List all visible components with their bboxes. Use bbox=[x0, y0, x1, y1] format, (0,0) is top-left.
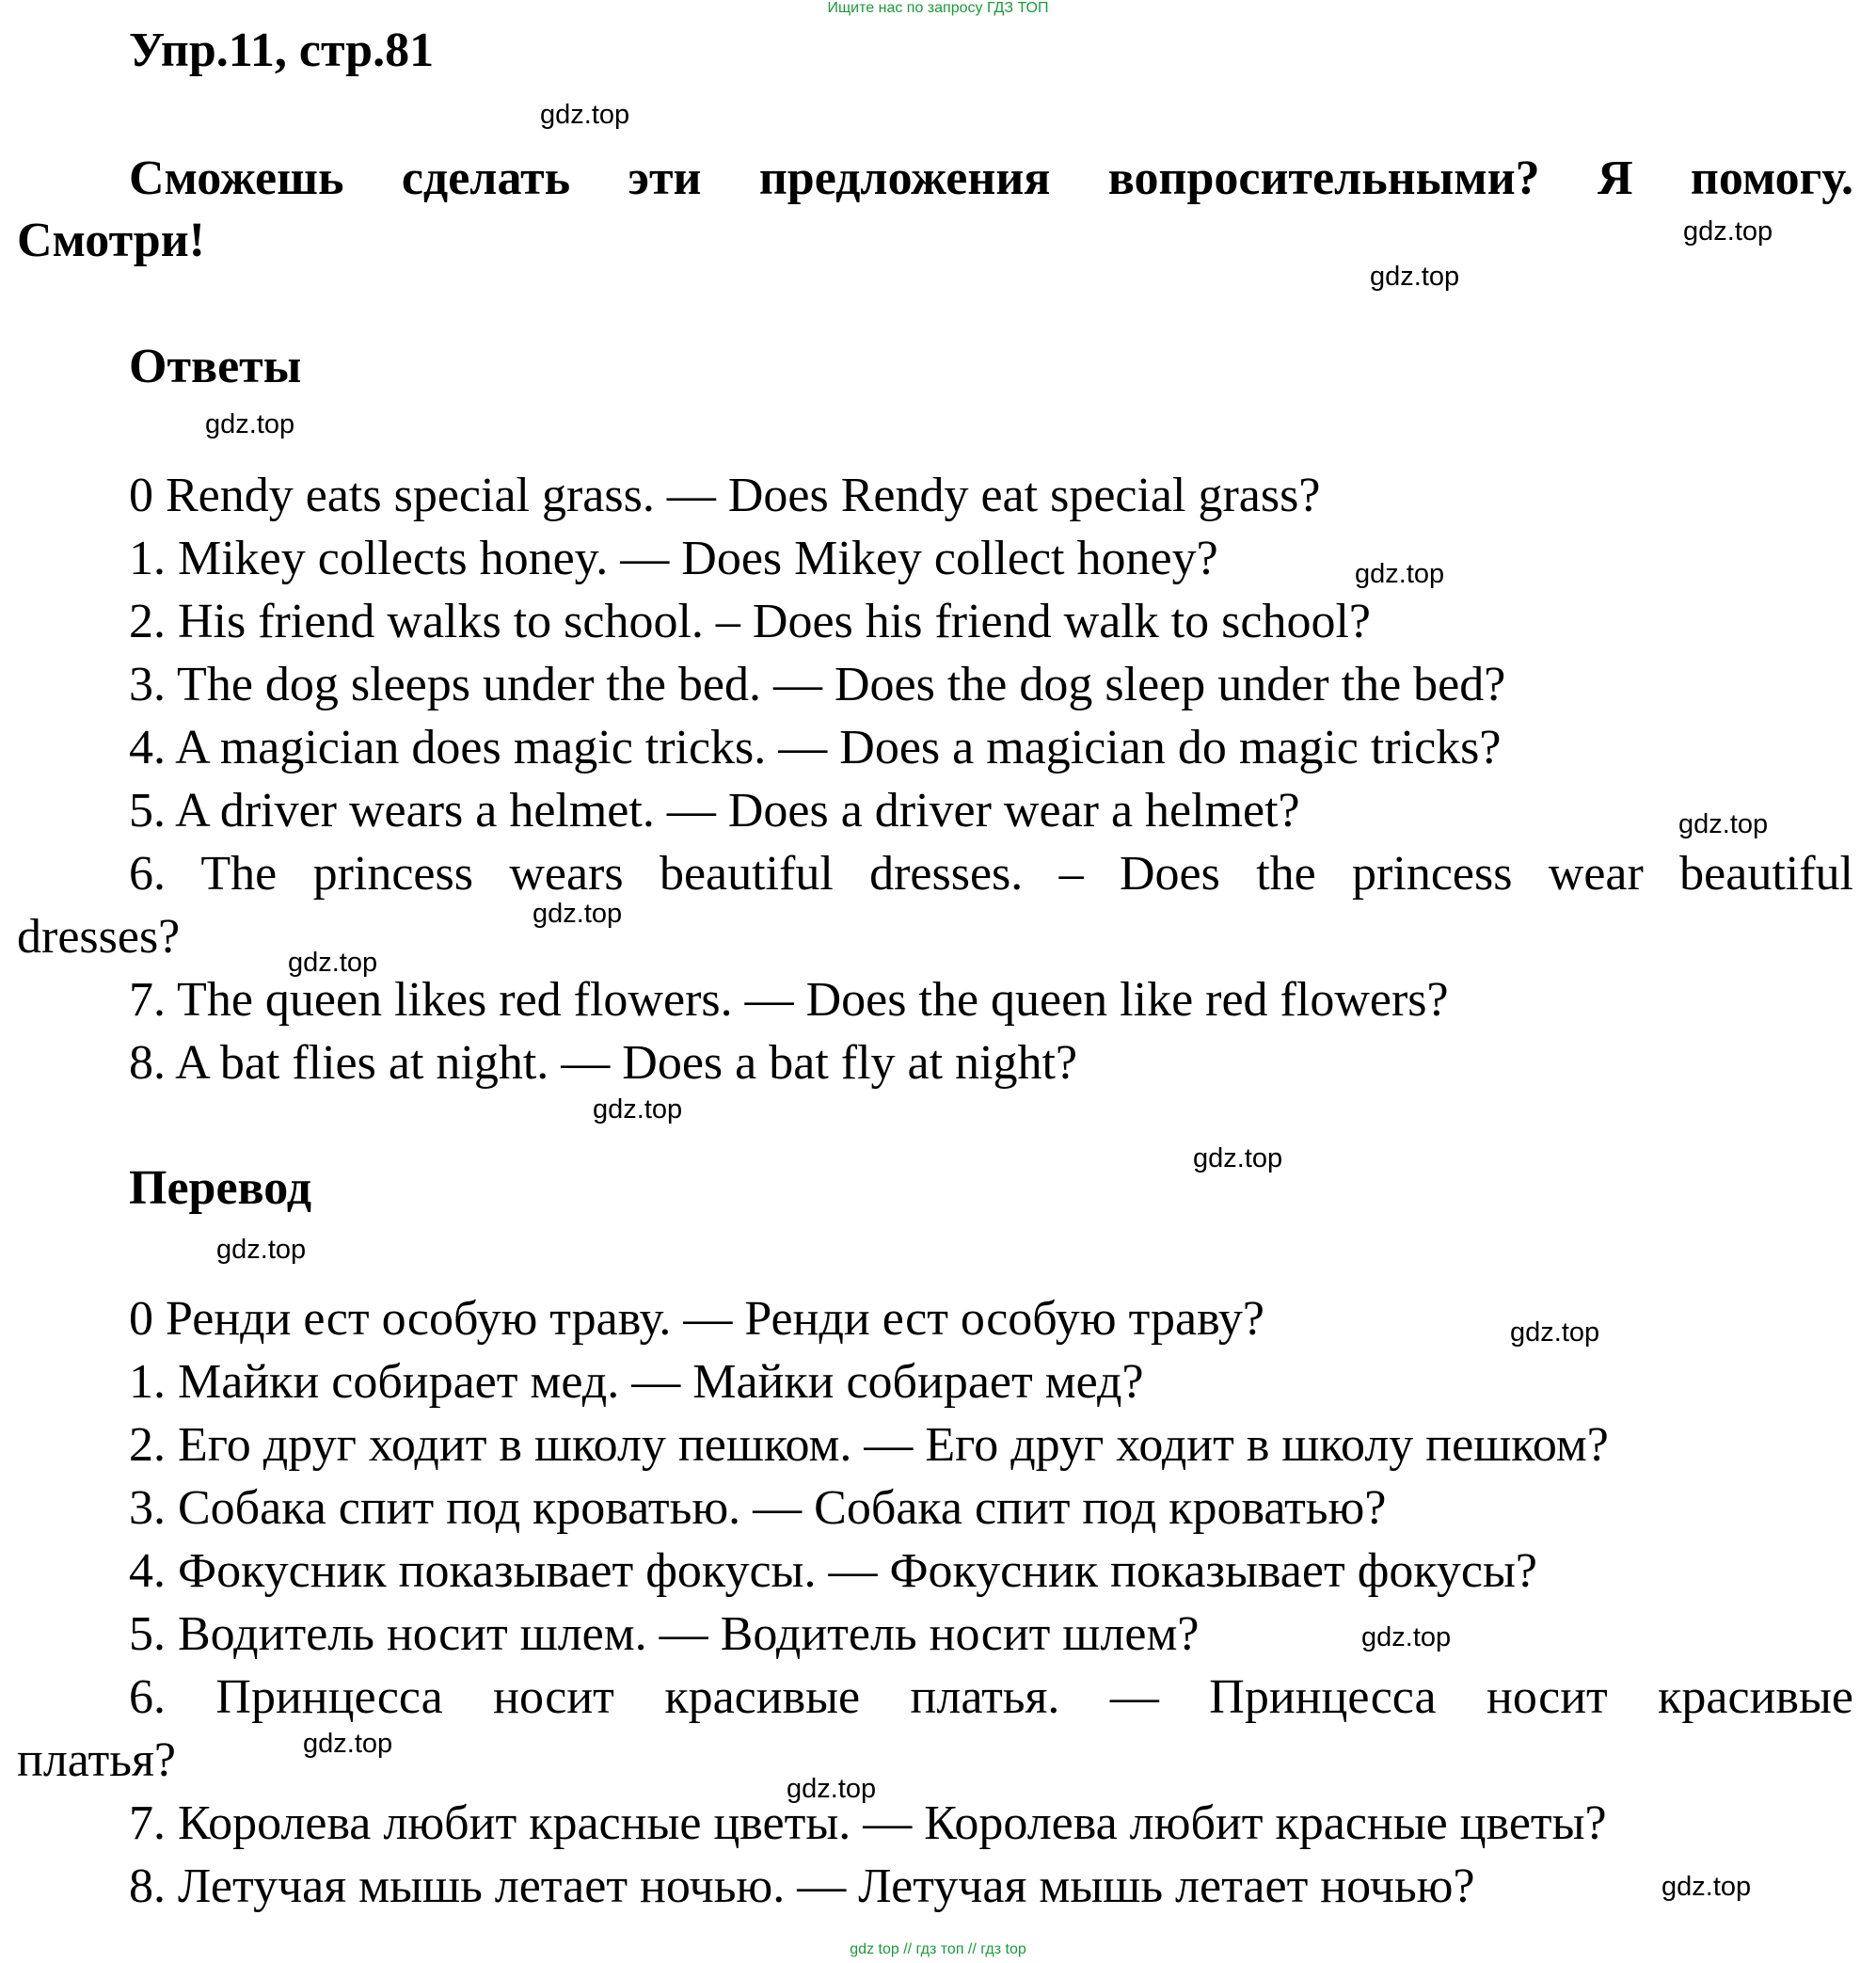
answer-line: 4. A magician does magic tricks. — Does a magician do magic tricks? bbox=[129, 721, 1502, 774]
translation-line: 3. Собака спит под кроватью. — Собака спит под кроватью? bbox=[129, 1481, 1387, 1535]
answer-line: dresses? bbox=[17, 910, 181, 964]
answer-line: 6. The princess wears beautiful dresses. – Does the princess wear beautiful bbox=[129, 847, 1853, 901]
top-banner: Ищите нас по запросу ГДЗ ТОП bbox=[827, 0, 1049, 16]
answer-line: 8. A bat flies at night. — Does a bat fly at night? bbox=[129, 1036, 1078, 1090]
translation-line: 4. Фокусник показывает фокусы. — Фокусник показывает фокусы? bbox=[129, 1544, 1538, 1598]
answer-line: 0 Rendy eats special grass. — Does Rendy eat special grass? bbox=[129, 469, 1321, 522]
translation-line: 0 Ренди ест особую траву. — Ренди ест особую траву? bbox=[129, 1292, 1264, 1346]
footer-links: gdz top // гдз топ // гдз top bbox=[850, 1941, 1026, 1957]
watermark: gdz.top bbox=[1355, 559, 1445, 589]
translation-heading: Перевод bbox=[129, 1161, 312, 1215]
translation-line: платья? bbox=[17, 1733, 176, 1787]
watermark: gdz.top bbox=[1193, 1143, 1283, 1173]
translation-line: 6. Принцесса носит красивые платья. — Принцесса носит красивые bbox=[129, 1670, 1853, 1724]
watermark: gdz.top bbox=[1678, 809, 1769, 839]
watermark: gdz.top bbox=[1661, 1872, 1752, 1902]
translation-line: 8. Летучая мышь летает ночью. — Летучая мышь летает ночью? bbox=[129, 1859, 1475, 1913]
watermark: gdz.top bbox=[303, 1729, 393, 1759]
watermark: gdz.top bbox=[593, 1094, 683, 1125]
answer-line: 7. The queen likes red flowers. — Does the queen like red flowers? bbox=[129, 973, 1449, 1027]
watermark: gdz.top bbox=[540, 100, 630, 130]
watermark: gdz.top bbox=[1510, 1317, 1600, 1348]
answers-heading: Ответы bbox=[129, 340, 302, 393]
translation-line: 7. Королева любит красные цветы. — Королева любит красные цветы? bbox=[129, 1796, 1607, 1850]
translation-line: 2. Его друг ходит в школу пешком. — Его друг ходит в школу пешком? bbox=[129, 1418, 1609, 1472]
watermark: gdz.top bbox=[216, 1235, 307, 1265]
translation-line: 5. Водитель носит шлем. — Водитель носит шлем? bbox=[129, 1607, 1200, 1661]
watermark: gdz.top bbox=[533, 899, 623, 929]
watermark: gdz.top bbox=[1370, 262, 1460, 292]
page-title: Упр.11, стр.81 bbox=[129, 24, 435, 77]
watermark: gdz.top bbox=[288, 948, 378, 978]
watermark: gdz.top bbox=[205, 409, 295, 439]
answer-line: 5. A driver wears a helmet. — Does a driver wear a helmet? bbox=[129, 784, 1300, 838]
answer-line: 1. Mikey collects honey. — Does Mikey collect honey? bbox=[129, 532, 1218, 585]
translation-line: 1. Майки собирает мед. — Майки собирает мед? bbox=[129, 1355, 1144, 1409]
task-text-line-2: Смотри! bbox=[17, 214, 205, 267]
watermark: gdz.top bbox=[1361, 1622, 1452, 1652]
watermark: gdz.top bbox=[787, 1774, 877, 1804]
task-text-line-1: Сможешь сделать эти предложения вопросительными? Я помогу. bbox=[129, 152, 1853, 205]
answer-line: 3. The dog sleeps under the bed. — Does the dog sleep under the bed? bbox=[129, 658, 1506, 711]
answer-line: 2. His friend walks to school. – Does his friend walk to school? bbox=[129, 595, 1372, 648]
watermark: gdz.top bbox=[1683, 216, 1773, 247]
